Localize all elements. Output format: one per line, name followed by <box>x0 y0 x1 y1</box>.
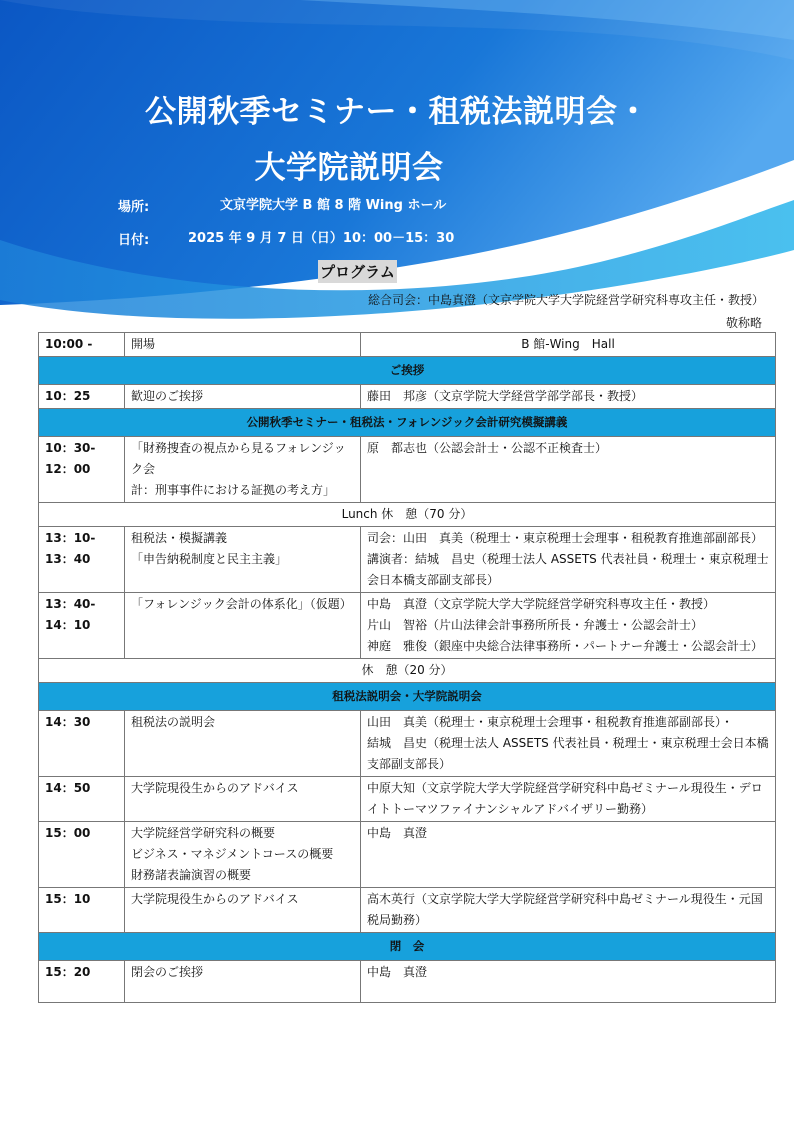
section-band <box>39 933 776 961</box>
table-row <box>39 888 776 933</box>
row-detail <box>361 527 776 593</box>
row-detail <box>361 711 776 777</box>
row-item <box>125 822 361 888</box>
row-item: 歓迎のご挨拶 <box>125 385 361 409</box>
section-band <box>39 683 776 711</box>
date-label: 日付: <box>118 233 150 248</box>
time-end: 14：10 <box>45 618 91 632</box>
detail-line: 結城 昌史（税理士法人 ASSETS 代表社員・税理士・東京税理士会日本橋支部副支部長） <box>367 736 769 771</box>
row-time: 10:00 - <box>39 333 125 357</box>
section-label: 閉 会 <box>39 933 776 961</box>
table-row <box>39 961 776 1003</box>
row-item: 開場 <box>125 333 361 357</box>
time-start: 10：30- <box>45 441 96 455</box>
row-detail <box>361 593 776 659</box>
table-row <box>39 385 776 409</box>
master-of-ceremonies: 総合司会：中島真澄（文京学院大学大学院経営学研究科専攻主任・教授） <box>367 293 764 307</box>
event-title-line1: 公開秋季セミナー・租税法説明会・ <box>145 94 649 130</box>
row-time: 10：25 <box>39 385 125 409</box>
detail-line: 中島 真澄（文京学院大学大学院経営学研究科専攻主任・教授） <box>367 597 716 611</box>
time-start: 13：10- <box>45 531 96 545</box>
section-band <box>39 409 776 437</box>
row-item: 租税法の説明会 <box>125 711 361 777</box>
table-row <box>39 503 776 527</box>
table-row <box>39 527 776 593</box>
row-time: 14：50 <box>39 777 125 822</box>
detail-line: 講演者：結城 昌史（税理士法人 ASSETS 代表社員・税理士・東京税理士会日本橋支部副支部長） <box>367 552 769 587</box>
row-time: 15：00 <box>39 822 125 888</box>
row-time: 15：10 <box>39 888 125 933</box>
row-time <box>39 527 125 593</box>
table-row <box>39 437 776 503</box>
row-detail: 中原大知（文京学院大学大学院経営学研究科中島ゼミナール現役生・デロイトトーマツファイナンシャルアドバイザリー勤務） <box>361 777 776 822</box>
item-line: 財務諸表論演習の概要 <box>131 868 252 882</box>
row-item: 大学院現役生からのアドバイス <box>125 777 361 822</box>
item-line: 「財務捜査の視点から見るフォレンジック会 <box>131 441 346 476</box>
row-time <box>39 437 125 503</box>
row-item: 閉会のご挨拶 <box>125 961 361 1003</box>
item-line: 「申告納税制度と民主主義」 <box>131 552 288 566</box>
time-start: 13：40- <box>45 597 96 611</box>
venue-label: 場所: <box>118 200 150 215</box>
break: 休 憩（20 分） <box>39 659 776 683</box>
row-detail: 中島 真澄 <box>361 961 776 1003</box>
item-line: 租税法・模擬講義 <box>131 531 228 545</box>
item-line: ビジネス・マネジメントコースの概要 <box>131 847 334 861</box>
row-item: 大学院現役生からのアドバイス <box>125 888 361 933</box>
row-time: 14：30 <box>39 711 125 777</box>
row-time <box>39 593 125 659</box>
row-item: 「フォレンジック会計の体系化」（仮題） <box>125 593 361 659</box>
item-line: 大学院経営学研究科の概要 <box>131 826 276 840</box>
row-time: 15：20 <box>39 961 125 1003</box>
row-detail: 藤田 邦彦（文京学院大学経営学部学部長・教授） <box>361 385 776 409</box>
row-detail: B 館-Wing Hall <box>361 333 776 357</box>
venue-value: 文京学院大学 B 館 8 階 Wing ホール <box>220 198 447 213</box>
table-row <box>39 711 776 777</box>
event-title-line2: 大学院説明会 <box>254 150 444 186</box>
table-row <box>39 593 776 659</box>
section-label: ご挨拶 <box>39 357 776 385</box>
time-end: 12：00 <box>45 462 91 476</box>
row-item <box>125 527 361 593</box>
item-line: 計：刑事事件における証拠の考え方」 <box>131 483 336 497</box>
section-label: 租税法説明会・大学院説明会 <box>39 683 776 711</box>
schedule-table <box>38 332 776 1003</box>
detail-line: 山田 真美（税理士・東京税理士会理事・租税教育推進部副部長）・ <box>367 715 734 729</box>
detail-line: 司会：山田 真美（税理士・東京税理士会理事・租税教育推進部副部長） <box>367 531 764 545</box>
table-row <box>39 822 776 888</box>
row-item <box>125 437 361 503</box>
section-label: 公開秋季セミナー・租税法・フォレンジック会計研究模擬講義 <box>39 409 776 437</box>
detail-line: 神庭 雅俊（銀座中央総合法律事務所・パートナー弁護士・公認会計士） <box>367 639 764 653</box>
table-row <box>39 659 776 683</box>
table-row <box>39 777 776 822</box>
row-detail: 原 都志也（公認会計士・公認不正検査士） <box>361 437 776 503</box>
detail-line: 片山 智裕（片山法律会計事務所所長・弁護士・公認会計士） <box>367 618 704 632</box>
honorifics-note: 敬称略 <box>725 316 762 330</box>
table-row <box>39 333 776 357</box>
row-detail: 中島 真澄 <box>361 822 776 888</box>
program-heading: プログラム <box>318 260 397 283</box>
lunch-break: Lunch 休 憩（70 分） <box>39 503 776 527</box>
section-band <box>39 357 776 385</box>
row-detail: 高木英行（文京学院大学大学院経営学研究科中島ゼミナール現役生・元国税局勤務） <box>361 888 776 933</box>
date-value: 2025 年 9 月 7 日（日）10：00－15：30 <box>188 231 455 246</box>
time-end: 13：40 <box>45 552 91 566</box>
